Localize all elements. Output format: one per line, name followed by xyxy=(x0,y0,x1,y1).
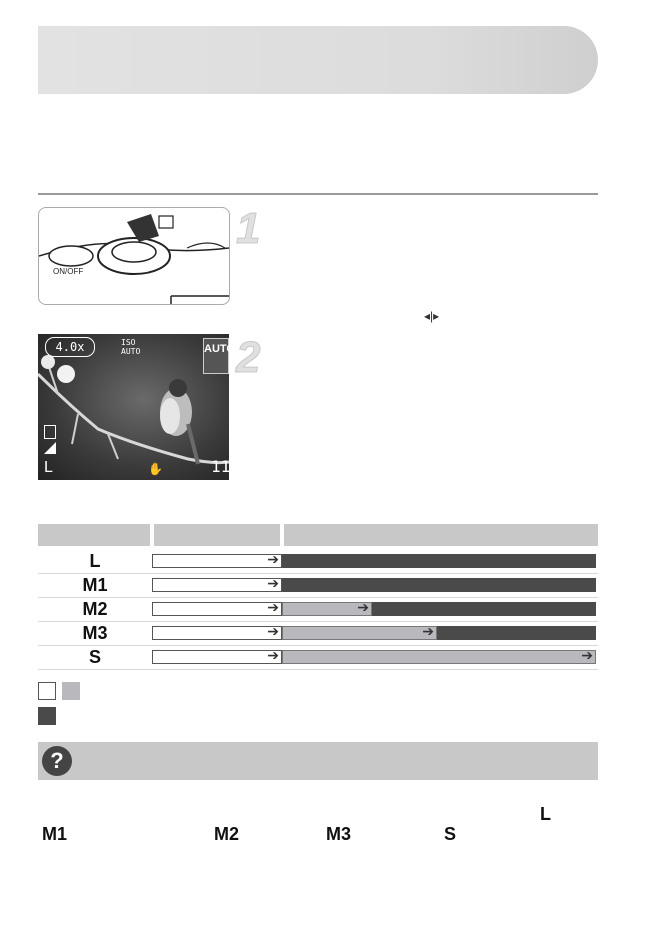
digital-zoom-box xyxy=(152,599,282,616)
iso-indicator: ISO AUTO xyxy=(121,338,141,356)
auto-mode-badge: AUTO xyxy=(203,338,229,374)
size-label-m1: M1 xyxy=(82,575,108,595)
zoom-range-bar xyxy=(282,623,596,640)
size-label-l: L xyxy=(89,551,101,571)
page-header-band xyxy=(38,26,598,94)
camera-top-illustration xyxy=(38,207,230,305)
footer-glyph-m3: M3 xyxy=(326,824,352,844)
size-label-s: S xyxy=(88,647,101,667)
table-row xyxy=(38,597,598,622)
footer-glyph-s: S xyxy=(444,824,457,844)
zoom-range-bar xyxy=(282,599,596,616)
footer-glyph-m2: M2 xyxy=(214,824,240,844)
step-number-2: 2 xyxy=(236,333,261,382)
header-cell-3 xyxy=(284,524,598,546)
hand-shake-icon: ✋ xyxy=(148,462,163,476)
legend-white-swatch xyxy=(38,682,56,700)
table-header xyxy=(38,524,598,546)
compression-icon xyxy=(44,442,56,454)
arrow-right-icon: ➔ xyxy=(267,575,279,591)
footer-glyph-m1: M1 xyxy=(42,824,68,844)
legend-light-swatch xyxy=(62,682,80,700)
lcd-icon-box xyxy=(44,425,56,439)
tip-bar xyxy=(38,742,598,780)
arrow-right-icon: ➔ xyxy=(422,623,434,639)
question-icon: ? xyxy=(42,746,72,776)
digital-zoom-box xyxy=(152,623,282,640)
header-cell-2 xyxy=(154,524,280,546)
section-divider xyxy=(38,193,598,195)
arrow-right-icon: ➔ xyxy=(357,599,369,615)
zoom-range-bar xyxy=(282,647,596,664)
step-number-1: 1 xyxy=(236,204,261,253)
camera-top-drawing xyxy=(39,208,229,304)
digital-zoom-box xyxy=(152,575,282,592)
arrow-right-icon: ➔ xyxy=(267,551,279,567)
size-label-m2: M2 xyxy=(82,599,108,619)
footer-glyph-l: L xyxy=(540,804,551,824)
table-row xyxy=(38,549,598,574)
shots-remaining: 11 xyxy=(211,457,231,476)
digital-zoom-box xyxy=(152,647,282,664)
table-row xyxy=(38,573,598,598)
lcd-size-indicator: L xyxy=(44,459,53,476)
arrow-right-icon: ➔ xyxy=(581,647,593,663)
zoom-readout: 4.0x xyxy=(45,337,95,357)
zoom-range-bar xyxy=(282,578,596,592)
digital-zoom-box xyxy=(152,551,282,568)
zoom-range-bar xyxy=(282,554,596,568)
legend-dark-swatch xyxy=(38,707,56,725)
arrow-right-icon: ➔ xyxy=(267,623,279,639)
zoom-bar-icon: ◂|▸ xyxy=(424,309,440,323)
header-cell-1 xyxy=(38,524,150,546)
power-label: ON/OFF xyxy=(53,267,84,276)
size-label-m3: M3 xyxy=(82,623,108,643)
arrow-right-icon: ➔ xyxy=(267,647,279,663)
arrow-right-icon: ➔ xyxy=(267,599,279,615)
table-row xyxy=(38,621,598,646)
table-row xyxy=(38,645,598,670)
